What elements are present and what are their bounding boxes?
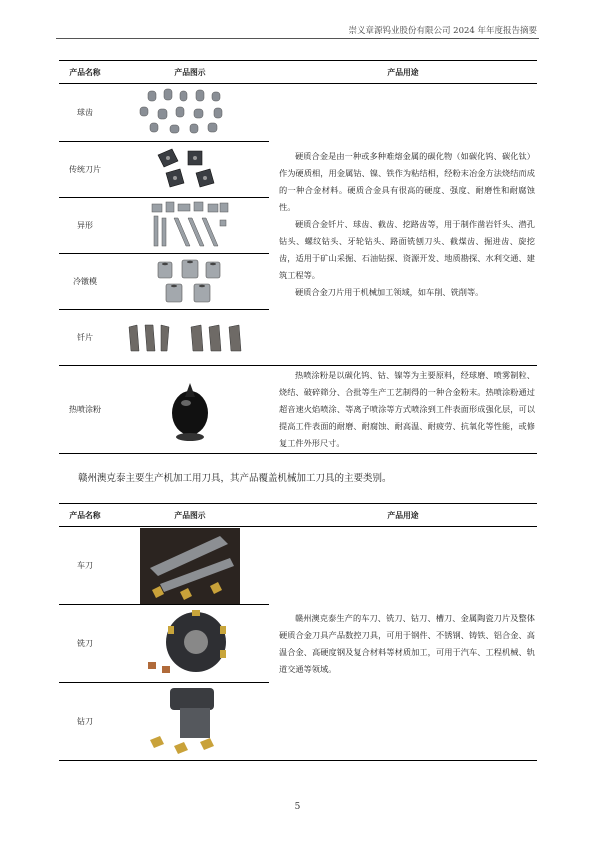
table-row: [59, 527, 537, 605]
brazed-tips-image: [111, 310, 269, 366]
drill-image: [111, 683, 269, 761]
page-number: 5: [294, 802, 301, 812]
product-name: 异形: [59, 198, 111, 254]
product-name: 钎片: [59, 310, 111, 366]
carbide-usage: [269, 84, 537, 366]
product-name: 车刀: [59, 527, 111, 605]
intro-paragraph: 赣州澳克泰主要生产机加工用刀具，其产品覆盖机械加工刀具的主要类别。: [78, 473, 392, 484]
col-header-image: 产品图示: [111, 61, 269, 84]
carbide-product-table: [59, 60, 537, 454]
table-row: [59, 84, 537, 142]
product-name: 冷镦模: [59, 254, 111, 310]
col-header-name: 产品名称: [59, 61, 111, 84]
col-header-image: 产品图示: [111, 504, 269, 527]
cutting-tool-table: [59, 503, 537, 761]
usage-paragraph: 赣州澳克泰生产的车刀、铣刀、钻刀、槽刀、金属陶瓷刀片及整体硬质合金刀具产品数控刀具，可用于钢件、不锈钢、铸铁、铝合金、高温合金、高硬度钢及复合材料等材质加工，可用于汽车、工程机械、轨道交通等领域。: [279, 612, 535, 674]
header-rule: [56, 38, 539, 39]
product-name: 球齿: [59, 84, 111, 142]
usage-paragraph: 硬质合金钎片、球齿、截齿、挖路齿等，用于制作凿岩钎头、潜孔钻头、螺纹钻头、牙轮钻头、路面铣刨刀头、截煤齿、掘进齿、旋挖齿，适用于矿山采掘、石油钻探、资源开发、地质勘探、水利交通、建筑工程等。: [279, 219, 535, 280]
thermal-spray-powder-image: [111, 366, 269, 454]
usage-paragraph: 硬质合金刀片用于机械加工领域，如车削、铣削等。: [295, 287, 484, 297]
product-name: 传统刀片: [59, 142, 111, 198]
turning-tool-image: [111, 527, 269, 605]
product-name: 铣刀: [59, 605, 111, 683]
usage-paragraph: 热喷涂粉是以碳化钨、钴、镍等为主要原料，经球磨、喷雾制粒、烧结、破碎筛分、合批等生产工艺制得的一种合金粉末。热喷涂粉通过超音速火焰喷涂、等离子喷涂等方式喷涂到工件表面形成强化层，可以提高工件表面的耐磨、耐腐蚀、耐高温、耐疲劳、抗氧化等性能，或修复工件外形尺寸。: [279, 370, 535, 448]
product-name: 钻刀: [59, 683, 111, 761]
traditional-inserts-image: [111, 142, 269, 198]
special-shaped-image: [111, 198, 269, 254]
cutting-tool-usage: [269, 527, 537, 761]
report-header: 崇义章源钨业股份有限公司 2024 年年度报告摘要: [348, 26, 537, 36]
usage-paragraph: 硬质合金是由一种或多种难熔金属的碳化物（如碳化钨、碳化钛）作为硬质相，用金属钴、镍、铁作为粘结相，经粉末冶金方法烧结而成的一种合金材料。硬质合金具有很高的硬度、强度、耐磨性和耐腐蚀性。: [279, 151, 535, 212]
product-name: 热喷涂粉: [59, 366, 111, 454]
cold-heading-die-image: [111, 254, 269, 310]
col-header-usage: 产品用途: [269, 504, 537, 527]
spray-usage: [269, 366, 537, 454]
table-row: [59, 366, 537, 454]
milling-cutter-image: [111, 605, 269, 683]
col-header-name: 产品名称: [59, 504, 111, 527]
button-teeth-image: [111, 84, 269, 142]
col-header-usage: 产品用途: [269, 61, 537, 84]
